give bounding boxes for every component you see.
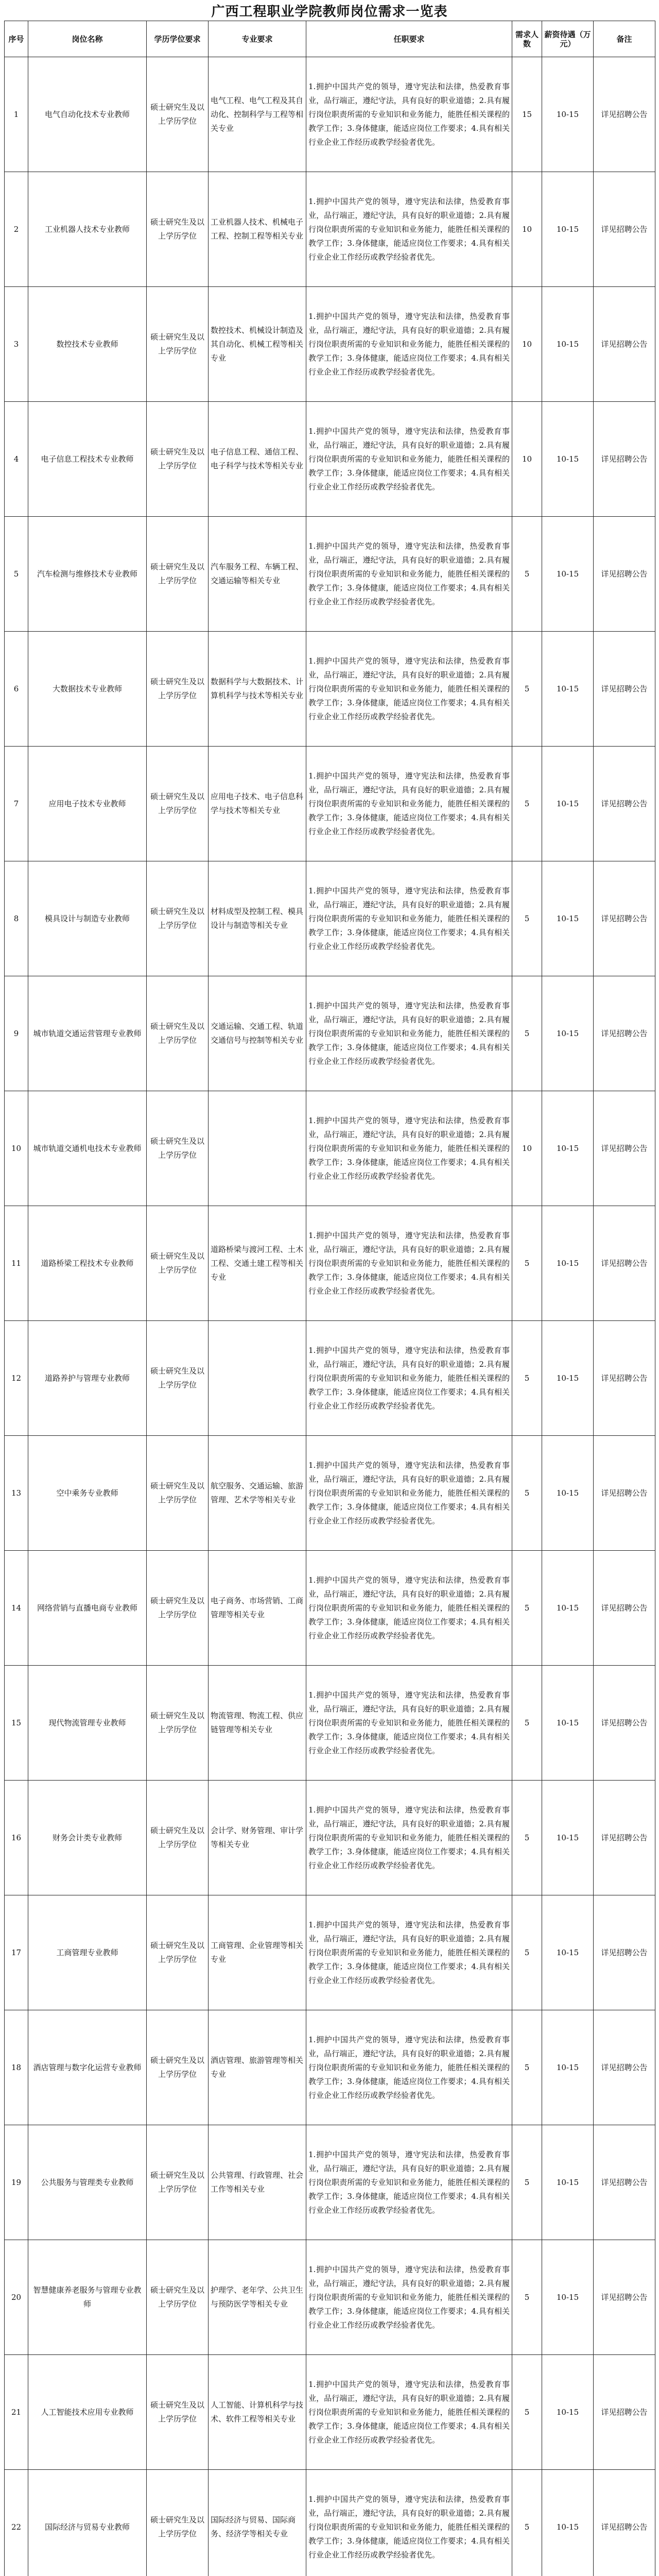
cell-salary: 10-15 — [542, 172, 594, 287]
table-row — [5, 1666, 655, 1781]
cell-note: 详见招聘公告 — [594, 976, 655, 1091]
cell-note: 详见招聘公告 — [594, 287, 655, 402]
cell-requirement: 1.拥护中国共产党的领导，遵守宪法和法律，热爱教育事业，品行端正，遵纪守法，具有良好的职业道德；2.具有履行岗位职责所需的专业知识和业务能力，能胜任相关课程的教学工作；3.身体健康，能适应岗位工作要求；4.具有相关行业企业工作经历或教学经验者优先。 — [306, 2470, 512, 2576]
cell-salary: 10-15 — [542, 632, 594, 747]
table-row — [5, 57, 655, 172]
cell-count: 5 — [512, 2470, 542, 2576]
cell-salary: 10-15 — [542, 1781, 594, 1895]
cell-note: 详见招聘公告 — [594, 1666, 655, 1781]
cell-count: 10 — [512, 1091, 542, 1206]
table-row — [5, 287, 655, 402]
col-header-no: 序号 — [5, 21, 28, 57]
cell-requirement: 1.拥护中国共产党的领导，遵守宪法和法律，热爱教育事业，品行端正，遵纪守法，具有良好的职业道德；2.具有履行岗位职责所需的专业知识和业务能力，能胜任相关课程的教学工作；3.身体健康，能适应岗位工作要求；4.具有相关行业企业工作经历或教学经验者优先。 — [306, 1436, 512, 1551]
cell-post-name: 空中乘务专业教师 — [28, 1436, 147, 1551]
cell-no: 17 — [5, 1895, 28, 2010]
cell-degree: 硕士研究生及以上学历学位 — [147, 2470, 209, 2576]
cell-no: 22 — [5, 2470, 28, 2576]
cell-salary: 10-15 — [542, 402, 594, 517]
cell-requirement: 1.拥护中国共产党的领导，遵守宪法和法律，热爱教育事业，品行端正，遵纪守法，具有良好的职业道德；2.具有履行岗位职责所需的专业知识和业务能力，能胜任相关课程的教学工作；3.身体健康，能适应岗位工作要求；4.具有相关行业企业工作经历或教学经验者优先。 — [306, 2240, 512, 2355]
cell-major: 护理学、老年学、公共卫生与预防医学等相关专业 — [209, 2240, 306, 2355]
cell-requirement: 1.拥护中国共产党的领导，遵守宪法和法律，热爱教育事业，品行端正，遵纪守法，具有良好的职业道德；2.具有履行岗位职责所需的专业知识和业务能力，能胜任相关课程的教学工作；3.身体健康，能适应岗位工作要求；4.具有相关行业企业工作经历或教学经验者优先。 — [306, 1666, 512, 1781]
cell-requirement: 1.拥护中国共产党的领导，遵守宪法和法律，热爱教育事业，品行端正，遵纪守法，具有良好的职业道德；2.具有履行岗位职责所需的专业知识和业务能力，能胜任相关课程的教学工作；3.身体健康，能适应岗位工作要求；4.具有相关行业企业工作经历或教学经验者优先。 — [306, 1895, 512, 2010]
cell-requirement: 1.拥护中国共产党的领导，遵守宪法和法律，热爱教育事业，品行端正，遵纪守法，具有良好的职业道德；2.具有履行岗位职责所需的专业知识和业务能力，能胜任相关课程的教学工作；3.身体健康，能适应岗位工作要求；4.具有相关行业企业工作经历或教学经验者优先。 — [306, 517, 512, 632]
cell-salary: 10-15 — [542, 1436, 594, 1551]
cell-salary: 10-15 — [542, 747, 594, 861]
cell-major: 会计学、财务管理、审计学等相关专业 — [209, 1781, 306, 1895]
table-row — [5, 2240, 655, 2355]
cell-salary: 10-15 — [542, 2470, 594, 2576]
cell-major: 道路桥梁与渡河工程、土木工程、交通土建工程等相关专业 — [209, 1206, 306, 1321]
cell-requirement: 1.拥护中国共产党的领导，遵守宪法和法律，热爱教育事业，品行端正，遵纪守法，具有良好的职业道德；2.具有履行岗位职责所需的专业知识和业务能力，能胜任相关课程的教学工作；3.身体健康，能适应岗位工作要求；4.具有相关行业企业工作经历或教学经验者优先。 — [306, 2010, 512, 2125]
cell-requirement: 1.拥护中国共产党的领导，遵守宪法和法律，热爱教育事业，品行端正，遵纪守法，具有良好的职业道德；2.具有履行岗位职责所需的专业知识和业务能力，能胜任相关课程的教学工作；3.身体健康，能适应岗位工作要求；4.具有相关行业企业工作经历或教学经验者优先。 — [306, 976, 512, 1091]
cell-major: 数控技术、机械设计制造及其自动化、机械工程等相关专业 — [209, 287, 306, 402]
table-row — [5, 1436, 655, 1551]
cell-major: 国际经济与贸易、国际商务、经济学等相关专业 — [209, 2470, 306, 2576]
cell-no: 5 — [5, 517, 28, 632]
cell-major: 工商管理、企业管理等相关专业 — [209, 1895, 306, 2010]
cell-salary: 10-15 — [542, 1206, 594, 1321]
cell-note: 详见招聘公告 — [594, 2470, 655, 2576]
cell-count: 5 — [512, 976, 542, 1091]
cell-note: 详见招聘公告 — [594, 57, 655, 172]
cell-requirement: 1.拥护中国共产党的领导，遵守宪法和法律，热爱教育事业，品行端正，遵纪守法，具有良好的职业道德；2.具有履行岗位职责所需的专业知识和业务能力，能胜任相关课程的教学工作；3.身体健康，能适应岗位工作要求；4.具有相关行业企业工作经历或教学经验者优先。 — [306, 1206, 512, 1321]
cell-note: 详见招聘公告 — [594, 1551, 655, 1666]
cell-no: 14 — [5, 1551, 28, 1666]
cell-major: 人工智能、计算机科学与技术、软件工程等相关专业 — [209, 2355, 306, 2470]
col-header-post: 岗位名称 — [28, 21, 147, 57]
table-row — [5, 1206, 655, 1321]
cell-count: 5 — [512, 1436, 542, 1551]
table-row — [5, 1321, 655, 1436]
cell-post-name: 数控技术专业教师 — [28, 287, 147, 402]
cell-degree: 硕士研究生及以上学历学位 — [147, 747, 209, 861]
cell-post-name: 道路养护与管理专业教师 — [28, 1321, 147, 1436]
cell-post-name: 汽车检测与维修技术专业教师 — [28, 517, 147, 632]
cell-note: 详见招聘公告 — [594, 2010, 655, 2125]
cell-major: 航空服务、交通运输、旅游管理、艺术学等相关专业 — [209, 1436, 306, 1551]
cell-requirement: 1.拥护中国共产党的领导，遵守宪法和法律，热爱教育事业，品行端正，遵纪守法，具有良好的职业道德；2.具有履行岗位职责所需的专业知识和业务能力，能胜任相关课程的教学工作；3.身体健康，能适应岗位工作要求；4.具有相关行业企业工作经历或教学经验者优先。 — [306, 861, 512, 976]
cell-no: 11 — [5, 1206, 28, 1321]
cell-count: 10 — [512, 172, 542, 287]
cell-post-name: 工业机器人技术专业教师 — [28, 172, 147, 287]
cell-count: 5 — [512, 632, 542, 747]
table-row — [5, 517, 655, 632]
cell-no: 16 — [5, 1781, 28, 1895]
cell-count: 5 — [512, 2240, 542, 2355]
table-row — [5, 861, 655, 976]
cell-post-name: 大数据技术专业教师 — [28, 632, 147, 747]
table-row — [5, 2010, 655, 2125]
col-header-count: 需求人数 — [512, 21, 542, 57]
cell-note: 详见招聘公告 — [594, 1321, 655, 1436]
cell-count: 10 — [512, 287, 542, 402]
cell-no: 7 — [5, 747, 28, 861]
cell-requirement: 1.拥护中国共产党的领导，遵守宪法和法律，热爱教育事业，品行端正，遵纪守法，具有良好的职业道德；2.具有履行岗位职责所需的专业知识和业务能力，能胜任相关课程的教学工作；3.身体健康，能适应岗位工作要求；4.具有相关行业企业工作经历或教学经验者优先。 — [306, 402, 512, 517]
cell-count: 5 — [512, 1781, 542, 1895]
cell-note: 详见招聘公告 — [594, 1091, 655, 1206]
cell-post-name: 现代物流管理专业教师 — [28, 1666, 147, 1781]
cell-requirement: 1.拥护中国共产党的领导，遵守宪法和法律，热爱教育事业，品行端正，遵纪守法，具有良好的职业道德；2.具有履行岗位职责所需的专业知识和业务能力，能胜任相关课程的教学工作；3.身体健康，能适应岗位工作要求；4.具有相关行业企业工作经历或教学经验者优先。 — [306, 747, 512, 861]
table-row — [5, 2125, 655, 2240]
cell-degree: 硕士研究生及以上学历学位 — [147, 2240, 209, 2355]
cell-degree: 硕士研究生及以上学历学位 — [147, 1666, 209, 1781]
cell-salary: 10-15 — [542, 2240, 594, 2355]
cell-note: 详见招聘公告 — [594, 1781, 655, 1895]
cell-salary: 10-15 — [542, 1895, 594, 2010]
cell-post-name: 财务会计类专业教师 — [28, 1781, 147, 1895]
cell-requirement: 1.拥护中国共产党的领导，遵守宪法和法律，热爱教育事业，品行端正，遵纪守法，具有良好的职业道德；2.具有履行岗位职责所需的专业知识和业务能力，能胜任相关课程的教学工作；3.身体健康，能适应岗位工作要求；4.具有相关行业企业工作经历或教学经验者优先。 — [306, 172, 512, 287]
col-header-requirement: 任职要求 — [306, 21, 512, 57]
cell-no: 9 — [5, 976, 28, 1091]
cell-degree: 硕士研究生及以上学历学位 — [147, 1895, 209, 2010]
cell-requirement: 1.拥护中国共产党的领导，遵守宪法和法律，热爱教育事业，品行端正，遵纪守法，具有良好的职业道德；2.具有履行岗位职责所需的专业知识和业务能力，能胜任相关课程的教学工作；3.身体健康，能适应岗位工作要求；4.具有相关行业企业工作经历或教学经验者优先。 — [306, 2125, 512, 2240]
cell-post-name: 国际经济与贸易专业教师 — [28, 2470, 147, 2576]
cell-count: 5 — [512, 1206, 542, 1321]
cell-note: 详见招聘公告 — [594, 632, 655, 747]
cell-count: 15 — [512, 57, 542, 172]
cell-count: 5 — [512, 747, 542, 861]
cell-post-name: 酒店管理与数字化运营专业教师 — [28, 2010, 147, 2125]
cell-requirement: 1.拥护中国共产党的领导，遵守宪法和法律，热爱教育事业，品行端正，遵纪守法，具有良好的职业道德；2.具有履行岗位职责所需的专业知识和业务能力，能胜任相关课程的教学工作；3.身体健康，能适应岗位工作要求；4.具有相关行业企业工作经历或教学经验者优先。 — [306, 287, 512, 402]
table-row — [5, 402, 655, 517]
cell-degree: 硕士研究生及以上学历学位 — [147, 1551, 209, 1666]
table-row — [5, 2355, 655, 2470]
cell-count: 10 — [512, 402, 542, 517]
table-row — [5, 1091, 655, 1206]
cell-major: 电气工程、电气工程及其自动化、控制科学与工程等相关专业 — [209, 57, 306, 172]
cell-no: 18 — [5, 2010, 28, 2125]
cell-requirement: 1.拥护中国共产党的领导，遵守宪法和法律，热爱教育事业，品行端正，遵纪守法，具有良好的职业道德；2.具有履行岗位职责所需的专业知识和业务能力，能胜任相关课程的教学工作；3.身体健康，能适应岗位工作要求；4.具有相关行业企业工作经历或教学经验者优先。 — [306, 1781, 512, 1895]
cell-major: 公共管理、行政管理、社会工作等相关专业 — [209, 2125, 306, 2240]
table-row — [5, 632, 655, 747]
cell-no: 13 — [5, 1436, 28, 1551]
cell-note: 详见招聘公告 — [594, 2240, 655, 2355]
cell-major: 电子信息工程、通信工程、电子科学与技术等相关专业 — [209, 402, 306, 517]
cell-degree: 硕士研究生及以上学历学位 — [147, 976, 209, 1091]
cell-note: 详见招聘公告 — [594, 1436, 655, 1551]
cell-no: 12 — [5, 1321, 28, 1436]
table-row — [5, 1895, 655, 2010]
cell-degree: 硕士研究生及以上学历学位 — [147, 1091, 209, 1206]
cell-post-name: 公共服务与管理类专业教师 — [28, 2125, 147, 2240]
cell-no: 1 — [5, 57, 28, 172]
cell-no: 8 — [5, 861, 28, 976]
cell-degree: 硕士研究生及以上学历学位 — [147, 2355, 209, 2470]
cell-degree: 硕士研究生及以上学历学位 — [147, 1321, 209, 1436]
cell-count: 5 — [512, 2010, 542, 2125]
cell-count: 5 — [512, 1666, 542, 1781]
cell-no: 4 — [5, 402, 28, 517]
cell-no: 20 — [5, 2240, 28, 2355]
cell-no: 6 — [5, 632, 28, 747]
cell-salary: 10-15 — [542, 861, 594, 976]
col-header-salary: 薪资待遇（万元） — [542, 21, 594, 57]
cell-salary: 10-15 — [542, 2125, 594, 2240]
cell-count: 5 — [512, 1321, 542, 1436]
cell-degree: 硕士研究生及以上学历学位 — [147, 172, 209, 287]
cell-requirement: 1.拥护中国共产党的领导，遵守宪法和法律，热爱教育事业，品行端正，遵纪守法，具有良好的职业道德；2.具有履行岗位职责所需的专业知识和业务能力，能胜任相关课程的教学工作；3.身体健康，能适应岗位工作要求；4.具有相关行业企业工作经历或教学经验者优先。 — [306, 1091, 512, 1206]
cell-salary: 10-15 — [542, 287, 594, 402]
cell-note: 详见招聘公告 — [594, 172, 655, 287]
cell-degree: 硕士研究生及以上学历学位 — [147, 632, 209, 747]
cell-count: 5 — [512, 861, 542, 976]
cell-degree: 硕士研究生及以上学历学位 — [147, 2125, 209, 2240]
cell-note: 详见招聘公告 — [594, 2355, 655, 2470]
cell-requirement: 1.拥护中国共产党的领导，遵守宪法和法律，热爱教育事业，品行端正，遵纪守法，具有良好的职业道德；2.具有履行岗位职责所需的专业知识和业务能力，能胜任相关课程的教学工作；3.身体健康，能适应岗位工作要求；4.具有相关行业企业工作经历或教学经验者优先。 — [306, 632, 512, 747]
cell-post-name: 智慧健康养老服务与管理专业教师 — [28, 2240, 147, 2355]
table-row — [5, 172, 655, 287]
cell-major: 数据科学与大数据技术、计算机科学与技术等相关专业 — [209, 632, 306, 747]
cell-degree: 硕士研究生及以上学历学位 — [147, 1436, 209, 1551]
cell-degree: 硕士研究生及以上学历学位 — [147, 517, 209, 632]
cell-no: 15 — [5, 1666, 28, 1781]
cell-requirement: 1.拥护中国共产党的领导，遵守宪法和法律，热爱教育事业，品行端正，遵纪守法，具有良好的职业道德；2.具有履行岗位职责所需的专业知识和业务能力，能胜任相关课程的教学工作；3.身体健康，能适应岗位工作要求；4.具有相关行业企业工作经历或教学经验者优先。 — [306, 57, 512, 172]
cell-salary: 10-15 — [542, 2355, 594, 2470]
cell-note: 详见招聘公告 — [594, 402, 655, 517]
cell-count: 5 — [512, 2125, 542, 2240]
cell-no: 2 — [5, 172, 28, 287]
cell-note: 详见招聘公告 — [594, 1895, 655, 2010]
cell-no: 21 — [5, 2355, 28, 2470]
cell-no: 19 — [5, 2125, 28, 2240]
cell-post-name: 工商管理专业教师 — [28, 1895, 147, 2010]
cell-note: 详见招聘公告 — [594, 2125, 655, 2240]
cell-salary: 10-15 — [542, 976, 594, 1091]
cell-post-name: 网络营销与直播电商专业教师 — [28, 1551, 147, 1666]
cell-salary: 10-15 — [542, 517, 594, 632]
cell-major: 工业机器人技术、机械电子工程、控制工程等相关专业 — [209, 172, 306, 287]
cell-major: 汽车服务工程、车辆工程、交通运输等相关专业 — [209, 517, 306, 632]
cell-degree: 硕士研究生及以上学历学位 — [147, 1206, 209, 1321]
cell-major: 电子商务、市场营销、工商管理等相关专业 — [209, 1551, 306, 1666]
cell-post-name: 电气自动化技术专业教师 — [28, 57, 147, 172]
cell-major — [209, 1321, 306, 1436]
cell-degree: 硕士研究生及以上学历学位 — [147, 287, 209, 402]
cell-note: 详见招聘公告 — [594, 1206, 655, 1321]
table-row — [5, 747, 655, 861]
cell-degree: 硕士研究生及以上学历学位 — [147, 861, 209, 976]
cell-requirement: 1.拥护中国共产党的领导，遵守宪法和法律，热爱教育事业，品行端正，遵纪守法，具有良好的职业道德；2.具有履行岗位职责所需的专业知识和业务能力，能胜任相关课程的教学工作；3.身体健康，能适应岗位工作要求；4.具有相关行业企业工作经历或教学经验者优先。 — [306, 2355, 512, 2470]
cell-count: 5 — [512, 2355, 542, 2470]
cell-post-name: 应用电子技术专业教师 — [28, 747, 147, 861]
cell-no: 3 — [5, 287, 28, 402]
cell-post-name: 道路桥梁工程技术专业教师 — [28, 1206, 147, 1321]
job-table — [4, 21, 655, 2576]
cell-count: 5 — [512, 1551, 542, 1666]
table-row — [5, 1551, 655, 1666]
cell-post-name: 人工智能技术应用专业教师 — [28, 2355, 147, 2470]
cell-major — [209, 1091, 306, 1206]
cell-salary: 10-15 — [542, 1321, 594, 1436]
cell-post-name: 城市轨道交通运营管理专业教师 — [28, 976, 147, 1091]
table-body — [5, 57, 655, 2576]
table-row — [5, 2470, 655, 2576]
cell-note: 详见招聘公告 — [594, 517, 655, 632]
cell-degree: 硕士研究生及以上学历学位 — [147, 1781, 209, 1895]
cell-major: 物流管理、物流工程、供应链管理等相关专业 — [209, 1666, 306, 1781]
cell-post-name: 模具设计与制造专业教师 — [28, 861, 147, 976]
cell-salary: 10-15 — [542, 1091, 594, 1206]
cell-degree: 硕士研究生及以上学历学位 — [147, 2010, 209, 2125]
cell-salary: 10-15 — [542, 1666, 594, 1781]
cell-degree: 硕士研究生及以上学历学位 — [147, 57, 209, 172]
cell-post-name: 电子信息工程技术专业教师 — [28, 402, 147, 517]
table-header-row — [5, 21, 655, 57]
cell-post-name: 城市轨道交通机电技术专业教师 — [28, 1091, 147, 1206]
cell-count: 5 — [512, 517, 542, 632]
table-row — [5, 976, 655, 1091]
col-header-degree: 学历学位要求 — [147, 21, 209, 57]
cell-major: 材料成型及控制工程、模具设计与制造等相关专业 — [209, 861, 306, 976]
cell-requirement: 1.拥护中国共产党的领导，遵守宪法和法律，热爱教育事业，品行端正，遵纪守法，具有良好的职业道德；2.具有履行岗位职责所需的专业知识和业务能力，能胜任相关课程的教学工作；3.身体健康，能适应岗位工作要求；4.具有相关行业企业工作经历或教学经验者优先。 — [306, 1321, 512, 1436]
cell-degree: 硕士研究生及以上学历学位 — [147, 402, 209, 517]
page-title: 广西工程职业学院教师岗位需求一览表 — [211, 4, 448, 20]
cell-note: 详见招聘公告 — [594, 861, 655, 976]
col-header-note: 备注 — [594, 21, 655, 57]
cell-count: 5 — [512, 1895, 542, 2010]
cell-salary: 10-15 — [542, 1551, 594, 1666]
cell-note: 详见招聘公告 — [594, 747, 655, 861]
table-row — [5, 1781, 655, 1895]
cell-no: 10 — [5, 1091, 28, 1206]
cell-major: 酒店管理、旅游管理等相关专业 — [209, 2010, 306, 2125]
cell-salary: 10-15 — [542, 57, 594, 172]
cell-salary: 10-15 — [542, 2010, 594, 2125]
col-header-major: 专业要求 — [209, 21, 306, 57]
cell-requirement: 1.拥护中国共产党的领导，遵守宪法和法律，热爱教育事业，品行端正，遵纪守法，具有良好的职业道德；2.具有履行岗位职责所需的专业知识和业务能力，能胜任相关课程的教学工作；3.身体健康，能适应岗位工作要求；4.具有相关行业企业工作经历或教学经验者优先。 — [306, 1551, 512, 1666]
cell-major: 交通运输、交通工程、轨道交通信号与控制等相关专业 — [209, 976, 306, 1091]
cell-major: 应用电子技术、电子信息科学与技术等相关专业 — [209, 747, 306, 861]
